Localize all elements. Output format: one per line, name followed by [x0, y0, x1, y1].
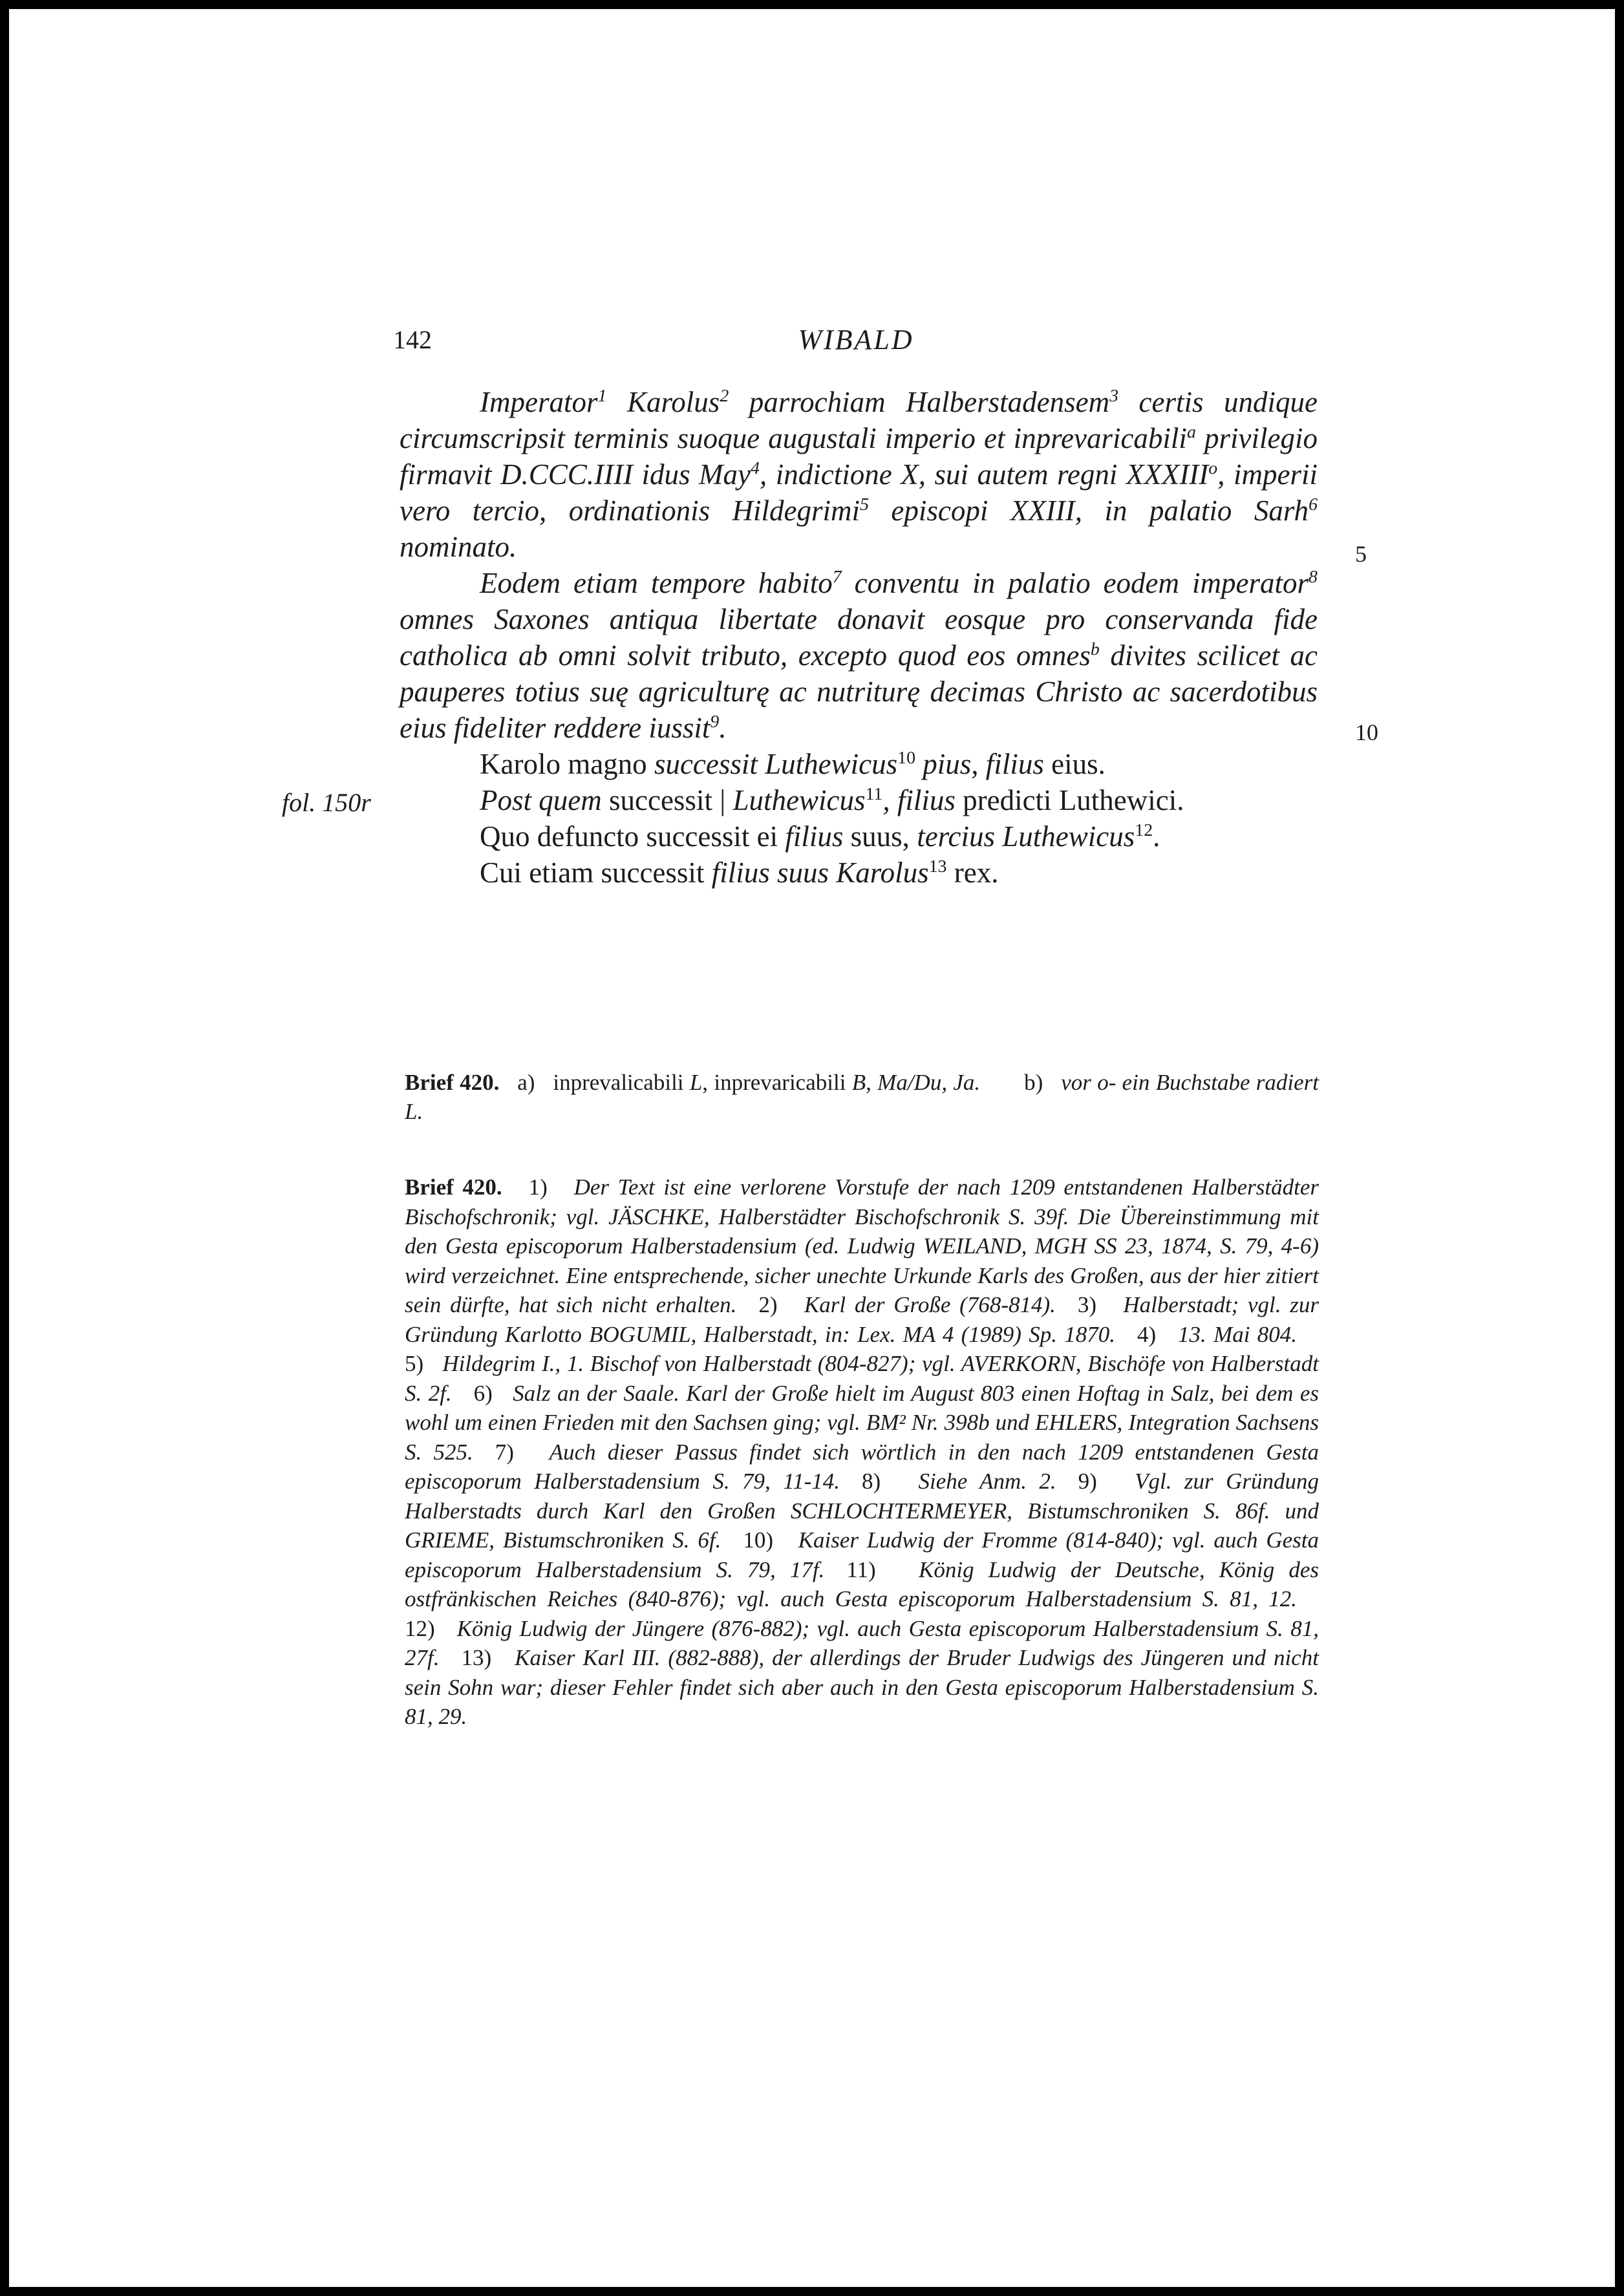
note-ref: 5	[860, 494, 869, 515]
text-segment: successit Luthewicus	[654, 748, 898, 780]
footnote-text: König Ludwig der Jüngere (876-882); vgl. auch Gesta episcoporum Halberstadensium S. 81, 27f.	[405, 1615, 1319, 1670]
text-segment: .	[719, 712, 727, 744]
text-segment: rex.	[946, 856, 999, 889]
footnote-number: 4)	[1137, 1321, 1157, 1347]
text-segment: suus,	[843, 820, 917, 853]
text-segment: successit |	[601, 784, 733, 816]
footnote-number: 6)	[473, 1380, 493, 1406]
note-ref: 7	[832, 567, 842, 587]
text-segment: .	[1153, 820, 1160, 853]
succession-line-2	[400, 782, 1318, 818]
apparatus-ref: b	[1090, 639, 1100, 659]
note-ref: 4	[751, 458, 760, 478]
text-segment: , indictione X, sui autem regni XXXIII	[759, 458, 1209, 491]
text-segment: omnes Saxones antiqua libertate donavit eosque pro conservanda fide catholica ab omni solvit tributo, excepto quod eos omnes	[400, 603, 1318, 672]
note-ref: 8	[1309, 567, 1318, 587]
text-segment: divites scilicet ac pauperes totius suę agriculturę ac nutriturę decimas Christo ac sacerdotibus eius fideliter reddere iussit	[400, 639, 1318, 744]
text-segment: predicti Luthewici.	[955, 784, 1184, 816]
footnote-number: 5)	[405, 1351, 424, 1376]
superscript-o: o	[1208, 458, 1218, 478]
text-segment: Cui etiam successit	[480, 856, 712, 889]
footnote-number: 2)	[758, 1292, 778, 1317]
succession-line-3	[400, 818, 1318, 855]
text-segment: Quo defuncto successit ei	[480, 820, 785, 853]
text-segment: tercius Luthewicus	[917, 820, 1135, 853]
notes-list	[405, 1175, 1319, 1729]
note-ref: 9	[710, 712, 720, 732]
footnote-number: 12)	[405, 1615, 435, 1641]
footnote-number: 7)	[495, 1439, 514, 1465]
text-segment: pius, filius	[915, 748, 1044, 780]
footnote-text: Karl der Große (768-814).	[804, 1292, 1056, 1317]
note-ref: 10	[897, 748, 916, 768]
critical-apparatus	[405, 1068, 1319, 1126]
footnote-text: Salz an der Saale. Karl der Große hielt im August 803 einen Hoftag in Salz, bei dem es wohl um einen Frieden mit den Sachsen ging; vgl. BM² Nr. 398b und EHLERS, Integration Sachsens S. 525.	[405, 1380, 1319, 1465]
footnote-number: 10)	[743, 1527, 773, 1553]
note-ref: 12	[1135, 820, 1153, 840]
apparatus-entry-a-number: a)	[517, 1070, 535, 1095]
apparatus-label: Brief 420.	[405, 1070, 500, 1095]
footnote-text: Kaiser Karl III. (882-888), der allerdings der Bruder Ludwigs des Jüngeren und nicht sein Sohn war; dieser Fehler findet sich aber auch in den Gesta episcoporum Halberstadensium S. 81, 29.	[405, 1645, 1319, 1729]
footnote-text: Halberstadt; vgl. zur Gründung Karlotto BOGUMIL, Halberstadt, in: Lex. MA 4 (1989) Sp. 1870.	[405, 1292, 1320, 1347]
footnote-number: 1)	[528, 1175, 548, 1200]
text-segment: eius.	[1043, 748, 1106, 780]
footnote-text: Siehe Anm. 2.	[918, 1469, 1056, 1494]
paragraph-1	[400, 384, 1318, 565]
note-ref: 2	[720, 386, 729, 406]
succession-line-4	[400, 855, 1318, 891]
apparatus-entry-a-text: , inprevaricabili	[702, 1070, 852, 1095]
footnote-number: 11)	[846, 1557, 876, 1582]
folio-marginal-note: fol. 150r	[282, 788, 371, 817]
succession-line-1	[400, 746, 1318, 782]
footnote-number: 13)	[461, 1645, 492, 1670]
footnote-text: Der Text ist eine verlorene Vorstufe der nach 1209 entstandenen Halberstädter Bischofschronik; vgl. JÄSCHKE, Halberstädter Bischofschronik S. 39f. Die Übereinstimmung mit den Gesta episcoporum Halberstadensium (ed. Ludwig WEILAND, MGH SS 23, 1874, S. 79, 4-6) wird verzeichnet. Eine entsprechende, sicher unechte Urkunde Karls des Großen, aus der hier zitiert sein dürfte, hat sich nicht erhalten.	[405, 1175, 1319, 1317]
text-segment: filius suus Karolus	[711, 856, 929, 889]
apparatus-entry-b-text: vor o- ein Buchstabe radiert L.	[405, 1070, 1320, 1124]
footnote-text: 13. Mai 804.	[1178, 1321, 1298, 1347]
text-segment: nominato.	[400, 531, 517, 563]
note-ref: 1	[597, 386, 607, 406]
line-number-5: 5	[1355, 541, 1367, 567]
text-segment: Imperator	[480, 386, 598, 418]
apparatus-ref: a	[1186, 422, 1196, 442]
text-segment: privilegio firmavit D.CCC.IIII idus May	[400, 422, 1318, 491]
text-segment: conventu in palatio eodem imperator	[841, 567, 1309, 599]
text-segment: filius	[785, 820, 844, 853]
edition-main-text	[400, 384, 1318, 891]
apparatus-siglum: B, Ma/Du, Ja.	[851, 1070, 981, 1095]
text-segment: Eodem etiam tempore habito	[480, 567, 833, 599]
text-segment: Karolo magno	[480, 748, 654, 780]
text-segment: certis undique circumscripsit terminis suoque augustali imperio et inprevaricabili	[400, 386, 1318, 454]
paragraph-2	[400, 565, 1318, 746]
text-segment: episcopi XXIII, in palatio Sarh	[868, 494, 1309, 527]
note-ref: 3	[1109, 386, 1119, 406]
footnote-text: Vgl. zur Gründung Halberstadts durch Karl den Großen SCHLOCHTERMEYER, Bistumschroniken S. 86f. und GRIEME, Bistumschroniken S. 6f.	[405, 1469, 1320, 1553]
text-segment: , filius	[882, 784, 956, 816]
text-segment: , imperii vero tercio, ordinationis Hildegrimi	[400, 458, 1318, 527]
note-ref: 6	[1309, 494, 1318, 515]
footnote-number: 8)	[862, 1469, 881, 1494]
note-ref: 11	[865, 784, 883, 804]
footnote-text: Hildegrim I., 1. Bischof von Halberstadt (804-827); vgl. AVERKORN, Bischöfe von Halberstadt S. 2f.	[405, 1351, 1320, 1406]
text-segment: Luthewicus	[732, 784, 866, 816]
apparatus-entry-a-text: inprevalicabili	[553, 1070, 690, 1095]
line-number-10: 10	[1355, 719, 1378, 745]
footnote-number: 9)	[1078, 1469, 1097, 1494]
text-segment: Karolus	[606, 386, 720, 418]
page-number: 142	[393, 325, 432, 354]
footnote-text: König Ludwig der Deutsche, König des ostfränkischen Reiches (840-876); vgl. auch Gesta episcoporum Halberstadensium S. 81, 12.	[405, 1557, 1319, 1611]
text-segment: parrochiam Halberstadensem	[729, 386, 1110, 418]
footnote-text: Auch dieser Passus findet sich wörtlich in den nach 1209 entstandenen Gesta episcoporum Halberstadensium S. 79, 11-14.	[405, 1439, 1320, 1494]
notes-label: Brief 420.	[405, 1175, 502, 1200]
text-segment: Post quem	[480, 784, 602, 816]
running-title: WIBALD	[798, 324, 914, 356]
commentary-notes	[405, 1173, 1319, 1732]
apparatus-entry-b-number: b)	[1024, 1070, 1043, 1095]
apparatus-siglum: L	[689, 1070, 703, 1095]
footnote-number: 3)	[1077, 1292, 1097, 1317]
footnote-text: Kaiser Ludwig der Fromme (814-840); vgl. auch Gesta episcoporum Halberstadensium S. 79, 17f.	[405, 1527, 1319, 1582]
note-ref: 13	[928, 856, 947, 877]
